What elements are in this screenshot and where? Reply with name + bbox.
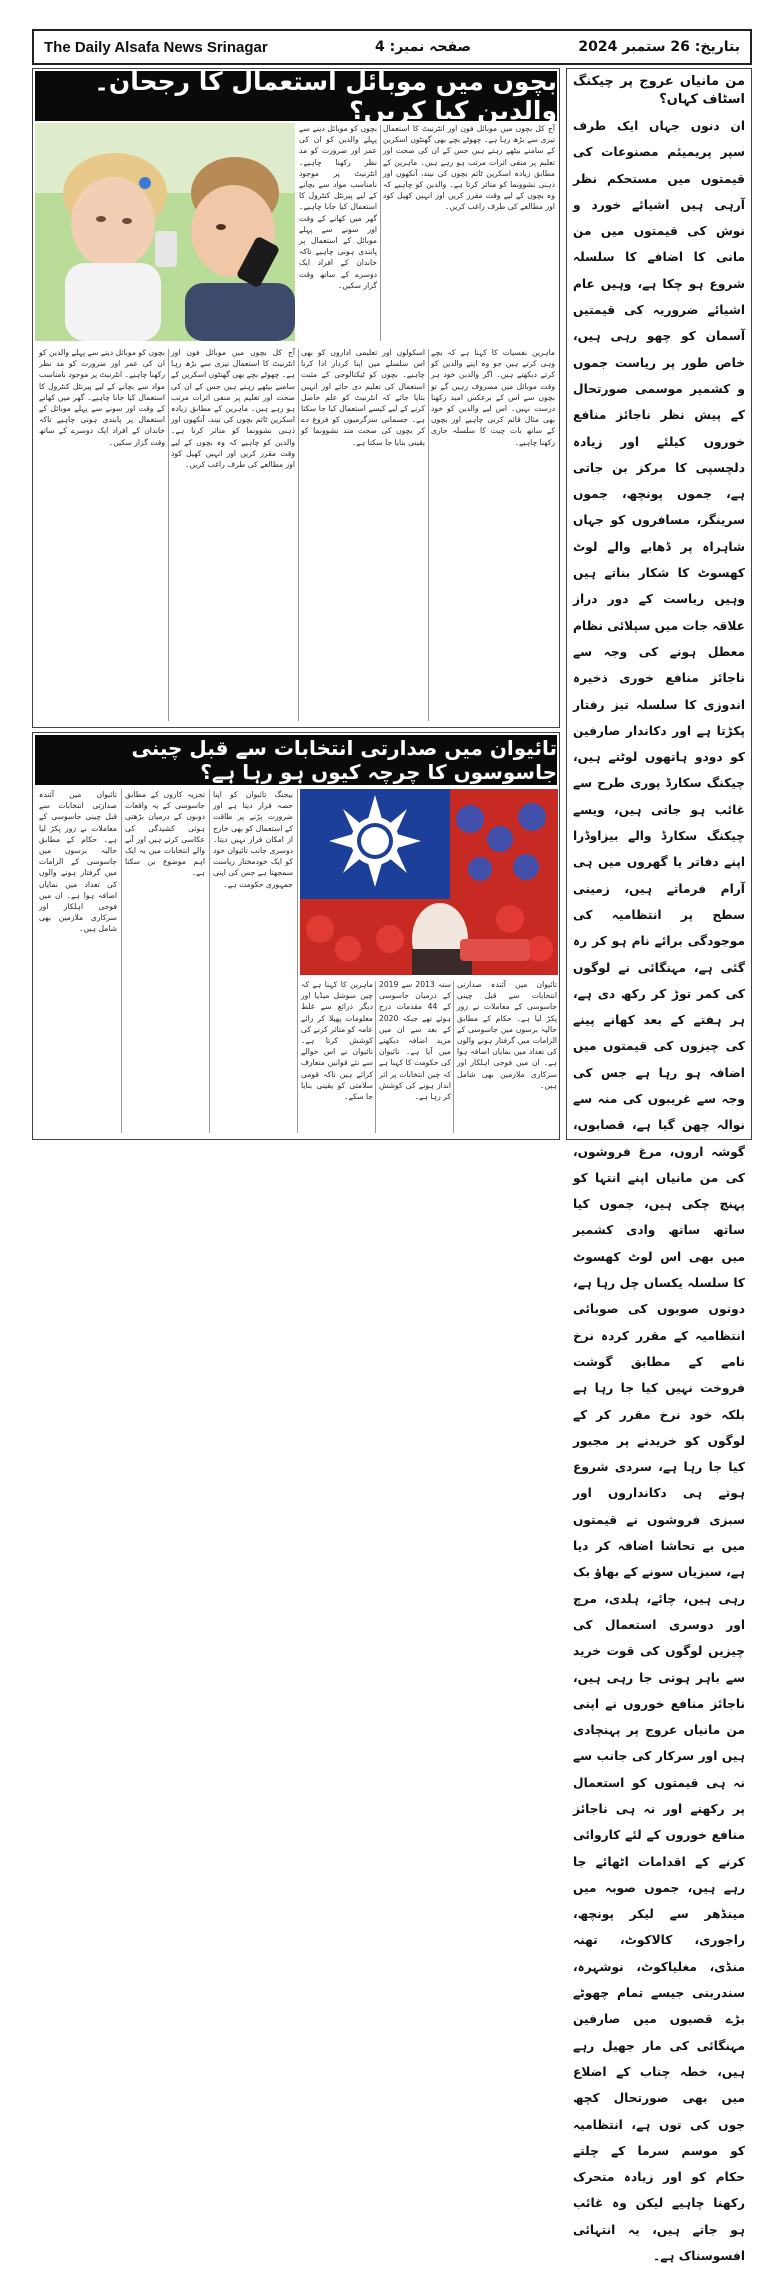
story-taiwan-column-4: بیجنگ تائیوان کو اپنا حصہ قرار دیتا ہے اور ضرورت پڑنے پر طاقت کے استعمال کو بھی خارج از امکان قرار نہیں دیتا۔ دوسری جانب تائیوان خود کو ایک خودمختار ریاست سمجھتا ہے جس کی اپنی جمہوری حکومت ہے۔ — [213, 790, 293, 889]
story-mobile-column-3: ماہرین نفسیات کا کہنا ہے کہ بچے وہی کرتے ہیں جو وہ اپنے والدین کو کرتے دیکھتے ہیں۔ اگر والدین خود ہر وقت موبائل میں مصروف رہیں گے تو بچوں سے اس کے برعکس امید رکھنا درست نہیں۔ اس لیے والدین کو خود بھی مثال قائم کرنی چاہیے اور بچوں کے ساتھ بات چیت کا سلسلہ جاری رکھنا چاہیے۔ — [431, 348, 555, 447]
column-divider — [209, 789, 210, 1133]
column-divider — [168, 349, 169, 721]
story-mobile-usage — [32, 68, 560, 728]
column-divider — [428, 349, 429, 721]
taiwan-flag-balloons-photo — [300, 789, 558, 975]
story-taiwan-column-1: تائیوان میں آئندہ صدارتی انتخابات سے قبل چینی جاسوسی کے معاملات نے زور پکڑ لیا ہے۔ حکام کے مطابق حالیہ برسوں میں جاسوسی کے الزامات میں گرفتار ہونے والوں کی تعداد میں نمایاں اضافہ ہوا ہے۔ ان میں فوجی اہلکار اور سرکاری ملازمین بھی شامل ہیں۔ — [457, 980, 557, 1090]
column-divider — [297, 789, 298, 1133]
story-mobile-column-2: بچوں کو موبائل دینے سے پہلے والدین کو ان کی عمر اور ضرورت کو مد نظر رکھنا چاہیے۔ انٹرنیٹ پر موجود نامناسب مواد سے بچانے کے لیے پیرنٹل کنٹرول کا استعمال کیا جانا چاہیے۔ گھر میں کھانے کے وقت اور سونے سے پہلے موبائل کے استعمال پر پابندی ہونی چاہیے تاکہ خاندان کے افراد ایک دوسرے کے ساتھ وقت گزار سکیں۔ — [299, 124, 377, 290]
newspaper-name: The Daily Alsafa News Srinagar — [44, 38, 268, 56]
story-taiwan-column-2: سنہ 2013 سے 2019 کے درمیان جاسوسی کے 44 مقدمات درج ہوئے تھے جبکہ 2020 کے بعد سے ان میں مزید اضافہ دیکھنے میں آیا ہے۔ تائیوان کی حکومت کا کہنا ہے کہ چین انتخابات پر اثر انداز ہونے کی کوشش کر رہا ہے۔ — [379, 980, 451, 1102]
sidebar-body: ان دنوں جہاں ایک طرف سپر پریمیئم مصنوعات کی قیمتوں میں مستحکم نظر آرہی ہیں اشیائے خورد و نوش کی قیمتوں میں من مانی کا اضافے کا سلسلہ شروع ہو چکا ہے، وہیں عام اشیائے ضروریہ کی قیمتیں آسمان کو چھو رہی ہیں، خاص طور پر ریاست جموں و کشمیر موسمی صورتحال کے پیش نظر ناجائز منافع خوروں کیلئے اور زیادہ دلچسپی کا مرکز بن جاتی ہے، جموں پونچھ، جموں سرینگر، مسافروں کو جہاں شاہراہ پر ڈھابے والے لوٹ کھسوٹ کا شکار بناتے ہیں وہیں ریاست کے دور دراز علاقہ جات میں سپلائی نظام معطل ہونے کی وجہ سے ناجائز منافع خوری ذخیرہ اندوزی کا سلسلہ تیز رفتار پکڑتا ہے اور دکاندار صارفین کو دودو ہاتھوں لوٹتے ہیں، چیکنگ سکارڈ پوری طرح سے غائب ہو جاتی ہیں، ویسے چیکنگ سکارڈ والے بیزاوڈرا اپنے دفاتر یا گھروں میں ہی آرام فرماتے ہیں، زمینی سطح پر انتظامیہ کی موجودگی برائے نام ہو کر رہ گئی ہے، مہنگائی نے لوگوں کی کمر توڑ کر رکھ دی ہے، ہر ہفتے کے بعد کھانے پینے کی چیزوں کی قیمتوں میں اضافہ ہو رہا ہے جس کی وجہ سے غریبوں کی منہ سے نوالہ چھن گیا ہے، قصابوں، گوشہ اروں، مرغ فروشوں، کی من مانیاں اپنے انتہا کو پہنچ چکی ہیں، جموں کیا ساتھ ساتھ وادی کشمیر میں بھی اس لوٹ کھسوٹ کا سلسلہ یکساں چل رہا ہے، دونوں صوبوں کی صوبائی انتظامیہ کے مقرر کردہ نرخ نامے کے مطابق گوشت فروخت نہیں کیا جا رہا ہے بلکہ خود نرخ مقرر کر کے لوگوں کو خریدنے پر مجبور کیا جا رہا ہے، سردی شروع ہوتے ہی دکانداروں اور سبزی فروشوں نے قیمتوں میں بے تحاشا اضافہ کر دیا ہے، سبزیاں سونے کے بھاؤ بک رہی ہیں، چائے، ہلدی، مرچ اور دوسری استعمال کی چیزیں لوگوں کی قوت خرید سے باہر ہوتی جا رہی ہیں، ناجائز منافع خوروں نے اپنی من مانیاں عروج پر پہنچادی ہیں اور سرکار کی جانب سے نہ ہی قیمتوں کو استعمال پر رکھنے اور نہ ہی ناجائز منافع خوروں کے لئے کاروائی کرنے کے اقدامات اٹھائے جا رہے ہیں، جموں صوبہ میں مینڈھر سے لیکر پونچھ، راجوری، کالاکوٹ، تھنہ منڈی، مغلیاکوٹ، نوشہرہ، سندربنی جیسے تمام چھوٹے بڑے قصبوں میں صارفین مہنگائی کی مار جھیل رہے ہیں، خطہ چناب کے اضلاع میں بھی صورتحال کچھ جوں کی توں ہے، انتظامیہ کو موسم سرما کے چلتے حکام کو اور زیادہ متحرک رکھنا چاہیے لیکن وہ غائب ہو جاتے ہیں، یہ انتہائی افسوسناک ہے۔ — [573, 119, 745, 2264]
story-mobile-column-4: اسکولوں اور تعلیمی اداروں کو بھی اس سلسلے میں اپنا کردار ادا کرنا چاہیے۔ بچوں کو ٹیکنالوجی کے مثبت استعمال کی تعلیم دی جائے اور انہیں بتایا جائے کہ انٹرنیٹ کو علم حاصل کرنے کے لیے کیسے استعمال کیا جا سکتا ہے۔ جسمانی سرگرمیوں کو فروغ دے کر بچوں کی صحت مند نشوونما کو یقینی بنایا جا سکتا ہے۔ — [301, 348, 425, 447]
column-divider — [375, 981, 376, 1133]
column-divider — [298, 349, 299, 721]
column-divider — [121, 789, 122, 1133]
story-taiwan-column-5: تجزیہ کاروں کے مطابق جاسوسی کے یہ واقعات دونوں کے درمیان بڑھتی ہوئی کشیدگی کی عکاسی کرتے ہیں اور آنے والے انتخابات میں یہ ایک اہم موضوع بن سکتا ہے۔ — [125, 790, 205, 878]
children-with-phones-photo — [35, 123, 295, 341]
story-taiwan-column-3: ماہرین کا کہنا ہے کہ چین سوشل میڈیا اور دیگر ذرائع سے غلط معلومات پھیلا کر رائے عامہ کو متاثر کرنے کی کوشش کرتا ہے۔ تائیوان نے اس حوالے سے نئے قوانین متعارف کرائے ہیں تاکہ قومی سلامتی کو یقینی بنایا جا سکے۔ — [301, 980, 373, 1102]
story-mobile-column-5: آج کل بچوں میں موبائل فون اور انٹرنیٹ کا استعمال تیزی سے بڑھ رہا ہے۔ چھوٹے بچے بھی گھنٹوں اسکرین کے سامنے بیٹھے رہتے ہیں جس کے ان کی صحت اور تعلیم پر منفی اثرات مرتب ہو رہے ہیں۔ ماہرین کے مطابق زیادہ اسکرین ٹائم بچوں کی نیند، آنکھوں اور ذہنی نشوونما کو متاثر کرتا ہے۔ والدین کو چاہیے کہ وہ بچوں کے لیے وقت مقرر کریں اور انہیں کھیل کود اور مطالعے کی طرف راغب کریں۔ — [171, 348, 295, 470]
story-taiwan-espionage — [32, 732, 560, 1140]
masthead — [32, 29, 752, 65]
column-divider — [380, 125, 381, 341]
story-taiwan-headline: تائیوان میں صدارتی انتخابات سے قبل چینی جاسوسوں کا چرچہ کیوں ہو رہا ہے؟ — [35, 735, 557, 785]
story-mobile-column-6: بچوں کو موبائل دینے سے پہلے والدین کو ان کی عمر اور ضرورت کو مد نظر رکھنا چاہیے۔ انٹرنیٹ پر موجود نامناسب مواد سے بچانے کے لیے پیرنٹل کنٹرول کا استعمال کیا جانا چاہیے۔ گھر میں کھانے کے وقت اور سونے سے پہلے موبائل کے استعمال پر پابندی ہونی چاہیے تاکہ خاندان کے افراد ایک دوسرے کے ساتھ وقت گزار سکیں۔ — [39, 348, 165, 447]
story-taiwan-column-6: تائیوان میں آئندہ صدارتی انتخابات سے قبل چینی جاسوسی کے معاملات نے زور پکڑ لیا ہے۔ حکام کے مطابق حالیہ برسوں میں جاسوسی کے الزامات میں گرفتار ہونے والوں کی تعداد میں نمایاں اضافہ ہوا ہے۔ ان میں فوجی اہلکار اور سرکاری ملازمین بھی شامل ہیں۔ — [39, 790, 117, 934]
sidebar-article — [566, 68, 752, 2264]
column-divider — [453, 981, 454, 1133]
page-number: صفحہ نمبر: 4 — [375, 39, 472, 55]
issue-date: بتاریخ: 26 ستمبر 2024 — [578, 39, 740, 55]
story-mobile-headline: بچوں میں موبائل استعمال کا رجحان۔ والدین کیا کریں؟ — [35, 71, 557, 121]
story-mobile-column-1: آج کل بچوں میں موبائل فون اور انٹرنیٹ کا استعمال تیزی سے بڑھ رہا ہے۔ چھوٹے بچے بھی گھنٹوں اسکرین کے سامنے بیٹھے رہتے ہیں جس کے ان کی صحت اور تعلیم پر منفی اثرات مرتب ہو رہے ہیں۔ ماہرین کے مطابق زیادہ اسکرین ٹائم بچوں کی نیند، آنکھوں اور ذہنی نشوونما کو متاثر کرتا ہے۔ والدین کو چاہیے کہ وہ بچوں کے لیے وقت مقرر کریں اور انہیں کھیل کود اور مطالعے کی طرف راغب کریں۔ — [383, 124, 555, 212]
sidebar-headline: من مانیاں عروج پر چیکنگ اسٹاف کہاں؟ — [573, 74, 745, 107]
